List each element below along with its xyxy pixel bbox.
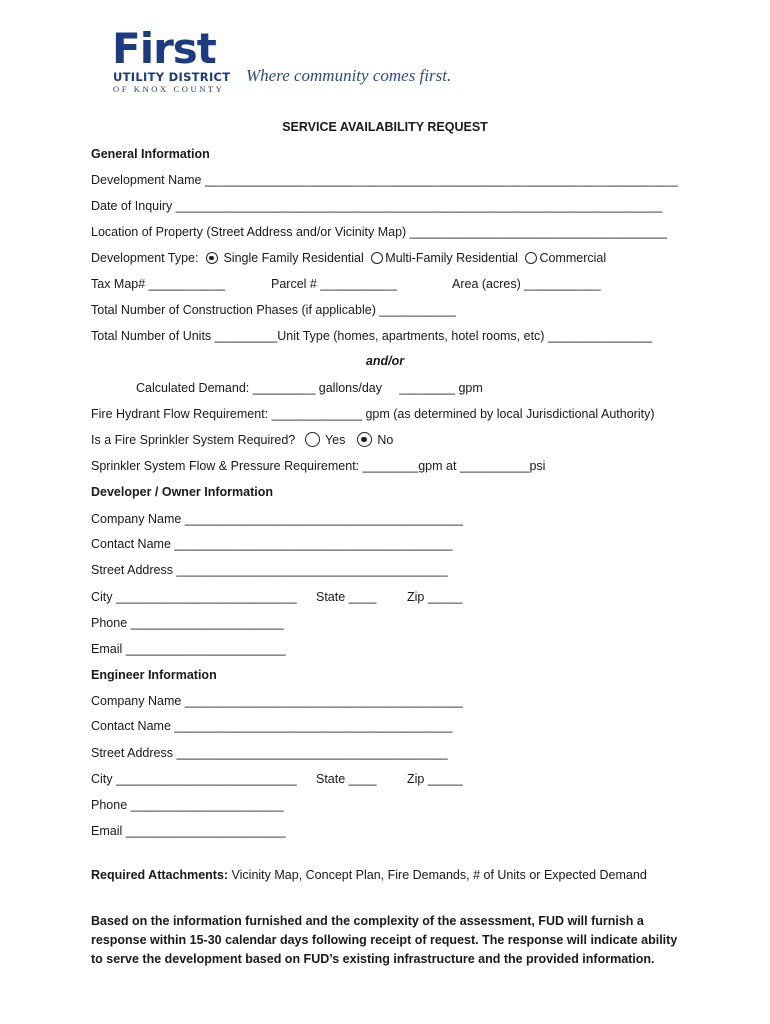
construction-phases-field[interactable]: Total Number of Construction Phases (if applicable) ___________ [91, 303, 456, 317]
developer-phone-field[interactable]: Phone ______________________ [91, 616, 284, 630]
sprinkler-flow-pressure-field[interactable]: Sprinkler System Flow & Pressure Requirement: ________gpm at __________psi [91, 459, 546, 473]
developer-owner-heading: Developer / Owner Information [91, 485, 273, 499]
developer-state-field[interactable]: State ____ [316, 590, 377, 604]
developer-email-field[interactable]: Email _______________________ [91, 642, 286, 656]
required-attachments-line [91, 867, 647, 883]
engineer-company-name-field[interactable]: Company Name ________________________________________ [91, 694, 463, 708]
developer-city-field[interactable]: City __________________________ [91, 590, 297, 604]
sprinkler-required-row [91, 432, 393, 448]
option-multi-family-label: Multi-Family Residential [385, 251, 518, 265]
and-or-separator: and/or [365, 354, 405, 368]
total-units-field[interactable]: Total Number of Units _________Unit Type (homes, apartments, hotel rooms, etc) _______________ [91, 329, 653, 343]
first-utility-district-logo [112, 24, 452, 98]
option-single-family-label: Single Family Residential [223, 251, 364, 265]
developer-zip-field[interactable]: Zip _____ [407, 590, 463, 604]
logo-first-text: First [112, 24, 216, 73]
area-acres-field[interactable]: Area (acres) ___________ [452, 277, 601, 291]
sprinkler-no-label: No [377, 433, 394, 447]
fire-hydrant-flow-field[interactable]: Fire Hydrant Flow Requirement: _____________ gpm (as determined by local Jurisdictional Authority) [91, 407, 655, 421]
engineer-contact-name-field[interactable]: Contact Name ________________________________________ [91, 719, 453, 733]
engineer-phone-field[interactable]: Phone ______________________ [91, 798, 284, 812]
engineer-city-field[interactable]: City __________________________ [91, 772, 297, 786]
logo-utility-district-text: UTILITY DISTRICT [113, 70, 231, 84]
sprinkler-question-label: Is a Fire Sprinkler System Required? [91, 433, 296, 447]
calculated-demand-field[interactable]: Calculated Demand: _________ gallons/day ________ gpm [136, 381, 483, 395]
logo-tagline: Where community comes first. [246, 66, 452, 85]
tax-map-field[interactable]: Tax Map# ___________ [91, 277, 226, 291]
radio-commercial[interactable] [525, 252, 537, 264]
engineer-zip-field[interactable]: Zip _____ [407, 772, 463, 786]
developer-contact-name-field[interactable]: Contact Name ________________________________________ [91, 537, 453, 551]
development-type-row [91, 250, 606, 266]
logo-knox-county-text: OF KNOX COUNTY [113, 84, 225, 94]
option-commercial-label: Commercial [539, 251, 607, 265]
radio-sprinkler-yes[interactable] [305, 432, 320, 447]
developer-street-address-field[interactable]: Street Address _______________________________________ [91, 563, 448, 577]
engineer-street-address-field[interactable]: Street Address _______________________________________ [91, 746, 448, 760]
date-of-inquiry-field[interactable]: Date of Inquiry ______________________________________________________________________ [91, 199, 663, 213]
engineer-email-field[interactable]: Email _______________________ [91, 824, 286, 838]
engineer-information-heading: Engineer Information [91, 668, 217, 682]
parcel-field[interactable]: Parcel # ___________ [271, 277, 397, 291]
response-notice-paragraph: Based on the information furnished and the complexity of the assessment, FUD will furnish a response within 15-30 calendar days following receipt of request. The response will indicate ability to serve the development based on FUD’s existing infrastructure and the provided information. [91, 914, 678, 966]
required-attachments-label: Required Attachments: [91, 868, 229, 882]
sprinkler-yes-label: Yes [324, 433, 346, 447]
engineer-state-field[interactable]: State ____ [316, 772, 377, 786]
development-name-field[interactable]: Development Name ____________________________________________________________________ [91, 173, 678, 187]
radio-multi-family[interactable] [371, 252, 383, 264]
form-title: SERVICE AVAILABILITY REQUEST [282, 120, 488, 134]
required-attachments-text: Vicinity Map, Concept Plan, Fire Demands, # of Units or Expected Demand [228, 868, 647, 882]
location-of-property-field[interactable]: Location of Property (Street Address and/or Vicinity Map) _____________________________________ [91, 225, 667, 239]
general-information-heading: General Information [91, 147, 210, 161]
radio-single-family[interactable] [206, 252, 218, 264]
radio-sprinkler-no[interactable] [357, 432, 372, 447]
developer-company-name-field[interactable]: Company Name ________________________________________ [91, 512, 463, 526]
development-type-label: Development Type: [91, 251, 199, 265]
